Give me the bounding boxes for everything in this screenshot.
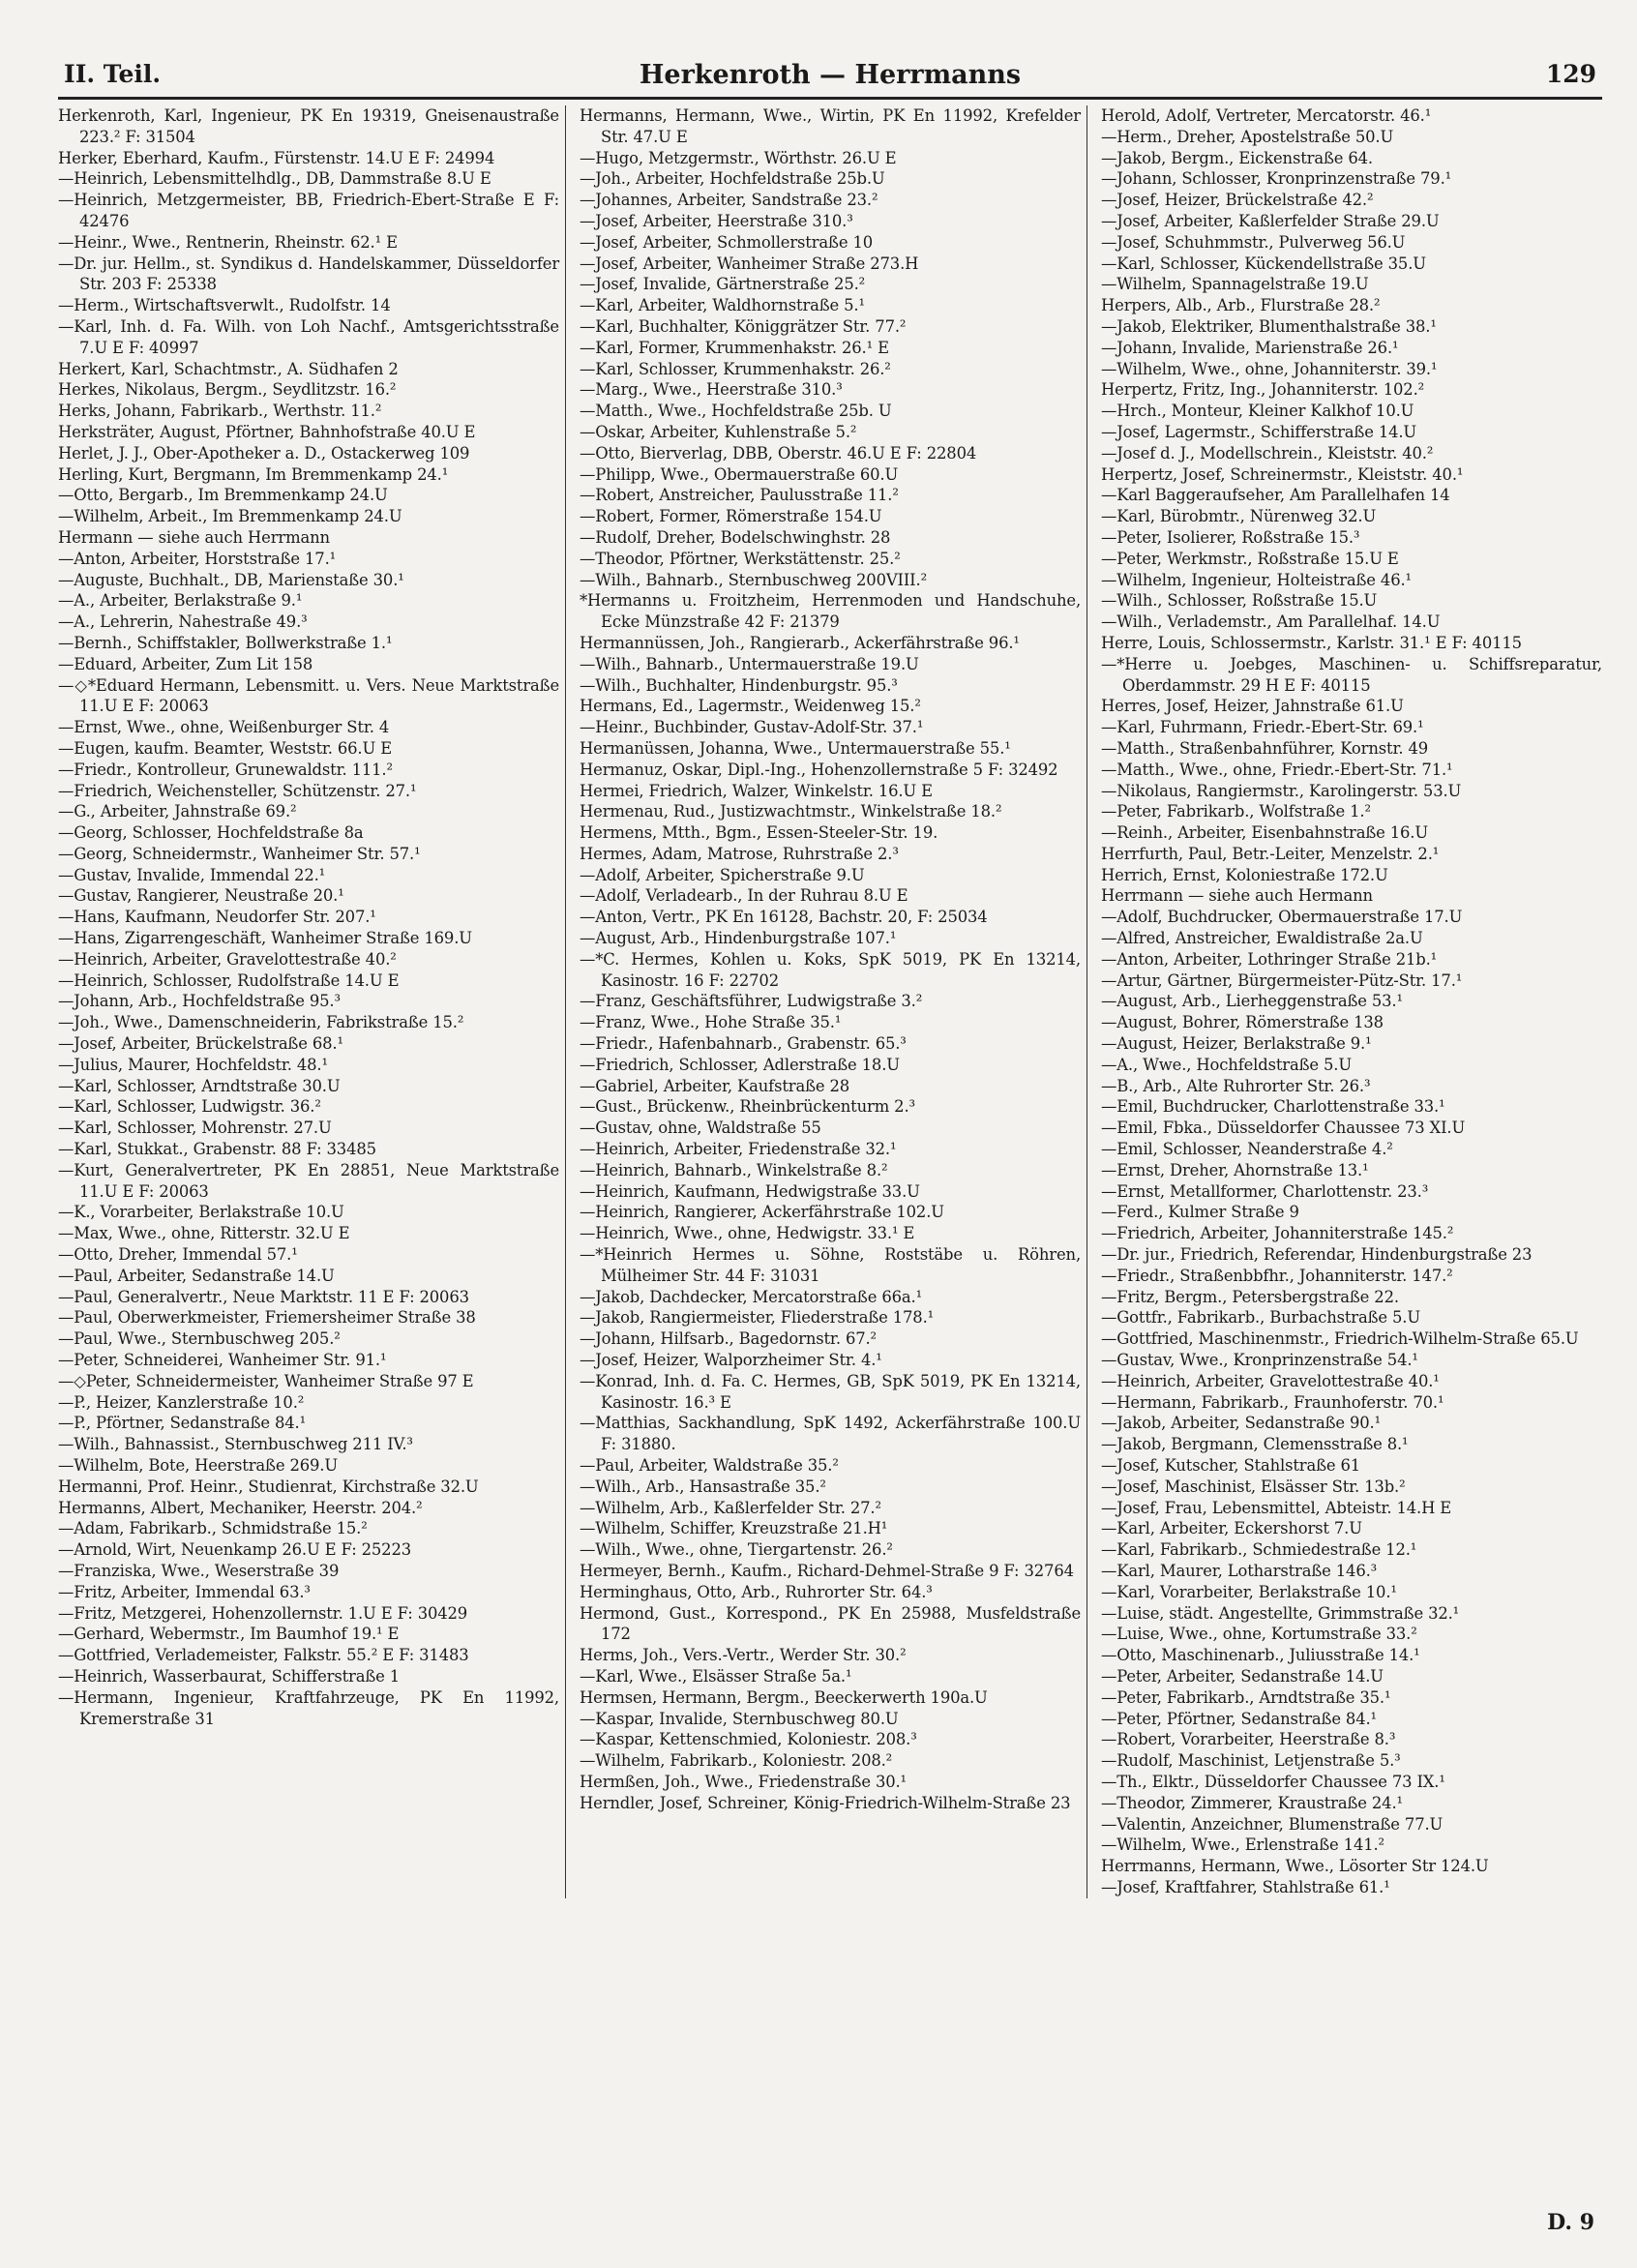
directory-entry: —Josef, Kraftfahrer, Stahlstraße 61.¹ [1101,1877,1390,1896]
directory-entry: —Heinrich, Arbeiter, Friedenstraße 32.¹ [580,1140,897,1159]
directory-entry: —Heinrich, Kaufmann, Hedwigstraße 33.U [580,1181,920,1201]
directory-entry: Herold, Adolf, Vertreter, Mercatorstr. 46.¹ [1101,106,1432,125]
directory-entry: Herrfurth, Paul, Betr.-Leiter, Menzelstr. 2.¹ [1101,844,1440,863]
directory-entry: Hermannüssen, Joh., Rangierarb., Ackerfährstraße 96.¹ [580,633,1020,652]
directory-entry: —◇*Eduard Hermann, Lebensmitt. u. Vers. Neue Marktstraße 11.U E F: 20063 [58,675,559,716]
directory-entry: —Kurt, Generalvertreter, PK En 28851, Neue Marktstraße 11.U E F: 20063 [58,1160,559,1201]
directory-entry: —Franziska, Wwe., Weserstraße 39 [58,1561,340,1580]
running-title: Herkenroth — Herrmanns [639,60,1022,90]
directory-entry: Hermanns, Albert, Mechaniker, Heerstr. 204.² [58,1498,423,1517]
directory-entry: —Luise, Wwe., ohne, Kortumstraße 33.² [1101,1625,1417,1644]
directory-entry: —Peter, Schneiderei, Wanheimer Str. 91.¹ [58,1351,387,1370]
directory-entry: —Matthias, Sackhandlung, SpK 1492, Ackerfährstraße 100.U F: 31880. [580,1414,1081,1454]
directory-entry: —Gerhard, Webermstr., Im Baumhof 19.¹ E [58,1625,400,1644]
directory-entry: Herres, Josef, Heizer, Jahnstraße 61.U [1101,697,1404,716]
directory-entry: —Dr. jur. Hellm., st. Syndikus d. Handelskammer, Düsseldorfer Str. 203 F: 25338 [58,254,559,294]
directory-entry: —Fritz, Metzgerei, Hohenzollernstr. 1.U E F: 30429 [58,1603,468,1623]
column-3 [1101,105,1602,1898]
directory-entry: —Gustav, ohne, Waldstraße 55 [580,1119,821,1138]
directory-entry: —A., Lehrerin, Nahestraße 49.³ [58,612,308,632]
directory-entry: —Herm., Dreher, Apostelstraße 50.U [1101,127,1394,146]
directory-entry: —Gustav, Wwe., Kronprinzenstraße 54.¹ [1101,1351,1418,1370]
directory-entry: Herpers, Alb., Arb., Flurstraße 28.² [1101,296,1381,315]
directory-entry: —Peter, Werkmstr., Roßstraße 15.U E [1101,549,1399,568]
directory-entry: —Karl, Schlosser, Krummenhakstr. 26.² [580,359,891,378]
directory-entry: Herminghaus, Otto, Arb., Ruhrorter Str. 64.³ [580,1582,933,1601]
page-header [58,58,1602,100]
directory-entry: Herndler, Josef, Schreiner, König-Friedrich-Wilhelm-Straße 23 [580,1793,1071,1812]
directory-entry: —Max, Wwe., ohne, Ritterstr. 32.U E [58,1224,350,1243]
directory-entry: —Wilh., Bahnarb., Sternbuschweg 200VIII.² [580,570,927,589]
directory-entry: Hermei, Friedrich, Walzer, Winkelstr. 16.U E [580,781,933,800]
directory-entry: —A., Arbeiter, Berlakstraße 9.¹ [58,591,303,611]
directory-entry: —Paul, Wwe., Sternbuschweg 205.² [58,1329,341,1349]
directory-entry: —Matth., Wwe., Hochfeldstraße 25b. U [580,402,892,421]
directory-entry: —Eugen, kaufm. Beamter, Weststr. 66.U E [58,738,393,758]
directory-entry: —Adam, Fabrikarb., Schmidstraße 15.² [58,1519,368,1538]
directory-entry: —Paul, Arbeiter, Sedanstraße 14.U [58,1266,335,1285]
directory-entry: —Friedr., Kontrolleur, Grunewaldstr. 111.² [58,760,393,779]
directory-entry: Herrich, Ernst, Koloniestraße 172.U [1101,865,1388,884]
directory-entry: —August, Arb., Hindenburgstraße 107.¹ [580,929,897,948]
directory-entry: —Jakob, Bergm., Eickenstraße 64. [1101,148,1373,167]
directory-entry: —Josef, Arbeiter, Kaßlerfelder Straße 29.U [1101,211,1440,230]
directory-entry: —Wilhelm, Bote, Heerstraße 269.U [58,1456,339,1475]
directory-entry: —Reinh., Arbeiter, Eisenbahnstraße 16.U [1101,823,1429,843]
directory-entry: —Wilh., Bahnassist., Sternbuschweg 211 IV.³ [58,1435,413,1454]
directory-entry: —Gustav, Rangierer, Neustraße 20.¹ [58,886,344,906]
directory-entry: Hermanni, Prof. Heinr., Studienrat, Kirchstraße 32.U [58,1477,479,1496]
directory-entry: —*Heinrich Hermes u. Söhne, Roststäbe u. Röhren, Mülheimer Str. 44 F: 31031 [580,1245,1081,1285]
directory-entry: —P., Heizer, Kanzlerstraße 10.² [58,1392,305,1412]
directory-entry: —Heinr., Wwe., Rentnerin, Rheinstr. 62.¹ E [58,232,398,252]
directory-entry: —Friedrich, Weichensteller, Schützenstr. 27.¹ [58,781,417,800]
column-2 [580,105,1087,1898]
directory-entry: Hermann — siehe auch Herrmann [58,527,330,547]
directory-entry: —Heinrich, Lebensmittelhdlg., DB, Dammstraße 8.U E [58,169,491,189]
directory-entry: —Karl, Fuhrmann, Friedr.-Ebert-Str. 69.¹ [1101,718,1424,737]
directory-entry: —Rudolf, Dreher, Bodelschwinghstr. 28 [580,527,891,547]
directory-entry: —Otto, Bergarb., Im Bremmenkamp 24.U [58,486,388,505]
directory-entry: —Friedrich, Schlosser, Adlerstraße 18.U [580,1055,900,1074]
directory-entry: —Georg, Schlosser, Hochfeldstraße 8a [58,823,364,843]
directory-entry: —Ernst, Wwe., ohne, Weißenburger Str. 4 [58,718,390,737]
directory-entry: —Jakob, Arbeiter, Sedanstraße 90.¹ [1101,1414,1382,1433]
directory-entry: —Gottfr., Fabrikarb., Burbachstraße 5.U [1101,1308,1421,1328]
directory-entry: —Hermann, Fabrikarb., Fraunhoferstr. 70.¹ [1101,1392,1444,1412]
directory-entry: —Karl, Schlosser, Ludwigstr. 36.² [58,1097,321,1117]
directory-entry: —Jakob, Elektriker, Blumenthalstraße 38.¹ [1101,316,1437,336]
directory-entry: —Karl, Wwe., Elsässer Straße 5a.¹ [580,1666,852,1686]
directory-entry: —Georg, Schneidermstr., Wanheimer Str. 57.¹ [58,844,421,863]
directory-entry: —Peter, Fabrikarb., Arndtstraße 35.¹ [1101,1687,1391,1707]
directory-entry: Hermanuz, Oskar, Dipl.-Ing., Hohenzollernstraße 5 F: 32492 [580,760,1058,779]
directory-entry: —Paul, Generalvertr., Neue Marktstr. 11 E F: 20063 [58,1287,469,1306]
directory-entry: —Kaspar, Kettenschmied, Koloniestr. 208.³ [580,1730,917,1749]
directory-entry: —Friedr., Straßenbbfhr., Johanniterstr. 147.² [1101,1266,1453,1285]
directory-entry: —Wilh., Wwe., ohne, Tiergartenstr. 26.² [580,1540,893,1560]
directory-entry: —Josef, Invalide, Gärtnerstraße 25.² [580,275,866,294]
directory-entry: Hermes, Adam, Matrose, Ruhrstraße 2.³ [580,844,899,863]
directory-entry: —Nikolaus, Rangiermstr., Karolingerstr. 53.U [1101,781,1462,800]
directory-entry: —Johann, Hilfsarb., Bagedornstr. 67.² [580,1329,877,1349]
directory-entry: Herpertz, Fritz, Ing., Johanniterstr. 102.² [1101,380,1425,400]
directory-entry: —Karl, Fabrikarb., Schmiedestraße 12.¹ [1101,1540,1417,1560]
directory-entry: —Karl, Arbeiter, Eckershorst 7.U [1101,1519,1362,1538]
directory-entry: —Hans, Zigarrengeschäft, Wanheimer Straße 169.U [58,929,472,948]
column-1 [58,105,566,1898]
directory-entry: —Heinrich, Rangierer, Ackerfährstraße 102.U [580,1203,944,1222]
directory-entry: —Karl, Maurer, Lotharstraße 146.³ [1101,1561,1378,1580]
directory-entry: —Peter, Fabrikarb., Wolfstraße 1.² [1101,802,1371,821]
directory-entry: —Wilhelm, Schiffer, Kreuzstraße 21.H¹ [580,1519,888,1538]
directory-entry: —Johann, Invalide, Marienstraße 26.¹ [1101,338,1399,357]
directory-entry: —Marg., Wwe., Heerstraße 310.³ [580,380,843,400]
directory-entry: —Ernst, Metallformer, Charlottenstr. 23.³ [1101,1181,1429,1201]
section-label: II. Teil. [64,60,162,88]
directory-entry: —Josef, Heizer, Brückelstraße 42.² [1101,191,1374,210]
directory-entry: —Karl, Schlosser, Arndtstraße 30.U [58,1076,341,1095]
directory-entry: —Emil, Buchdrucker, Charlottenstraße 33.¹ [1101,1097,1445,1117]
sheet-signature: D. 9 [1547,2210,1594,2235]
directory-entry: —Emil, Fbka., Düsseldorfer Chaussee 73 XI.U [1101,1119,1466,1138]
directory-entry: —August, Heizer, Berlakstraße 9.¹ [1101,1034,1372,1054]
directory-entry: —Heinrich, Wasserbaurat, Schifferstraße 1 [58,1666,401,1686]
directory-entry: —Karl, Arbeiter, Waldhornstraße 5.¹ [580,296,865,315]
directory-entry: —Auguste, Buchhalt., DB, Marienstaße 30.¹ [58,570,404,589]
directory-entry: —Robert, Anstreicher, Paulusstraße 11.² [580,486,899,505]
directory-entry: —Paul, Oberwerkmeister, Friemersheimer Straße 38 [58,1308,476,1328]
directory-entry: Hermenau, Rud., Justizwachtmstr., Winkelstraße 18.² [580,802,1002,821]
directory-entry: —Karl, Stukkat., Grabenstr. 88 F: 33485 [58,1140,376,1159]
directory-entry: —Josef, Arbeiter, Wanheimer Straße 273.H [580,254,919,273]
directory-entry: —Wilh., Schlosser, Roßstraße 15.U [1101,591,1378,611]
directory-entry: —Julius, Maurer, Hochfeldstr. 48.¹ [58,1055,328,1074]
directory-entry: —Josef d. J., Modellschrein., Kleiststr. 40.² [1101,443,1434,463]
directory-entry: —K., Vorarbeiter, Berlakstraße 10.U [58,1203,344,1222]
directory-entry: Herpertz, Josef, Schreinermstr., Kleiststr. 40.¹ [1101,464,1464,484]
directory-entry: —Gottfried, Maschinenmstr., Friedrich-Wilhelm-Straße 65.U [1101,1329,1579,1349]
directory-entry: —Otto, Maschinenarb., Juliusstraße 14.¹ [1101,1646,1420,1665]
directory-entry: —Joh., Wwe., Damenschneiderin, Fabrikstraße 15.² [58,1013,464,1032]
directory-entry: —Matth., Wwe., ohne, Friedr.-Ebert-Str. 71.¹ [1101,760,1453,779]
directory-entry: —Robert, Former, Römerstraße 154.U [580,507,882,526]
directory-entry: —Josef, Schuhmmstr., Pulverweg 56.U [1101,232,1406,252]
directory-entry: —Matth., Straßenbahnführer, Kornstr. 49 [1101,738,1428,758]
directory-entry: —Valentin, Anzeichner, Blumenstraße 77.U [1101,1814,1444,1834]
directory-entry: —Josef, Arbeiter, Brückelstraße 68.¹ [58,1034,343,1054]
directory-entry: Herksträter, August, Pförtner, Bahnhofstraße 40.U E [58,422,476,441]
directory-entry: —Theodor, Zimmerer, Kraustraße 24.¹ [1101,1793,1403,1812]
directory-entry: —Arnold, Wirt, Neuenkamp 26.U E F: 25223 [58,1540,412,1560]
directory-entry: —A., Wwe., Hochfeldstraße 5.U [1101,1055,1353,1074]
directory-entry: —Gottfried, Verlademeister, Falkstr. 55.² E F: 31483 [58,1646,469,1665]
directory-entry: —Emil, Schlosser, Neanderstraße 4.² [1101,1140,1393,1159]
directory-entry: —Karl, Inh. d. Fa. Wilh. von Loh Nachf., Amtsgerichtsstraße 7.U E F: 40997 [58,316,559,357]
directory-entry: Herlet, J. J., Ober-Apotheker a. D., Ostackerweg 109 [58,443,470,463]
directory-entry: —Hermann, Ingenieur, Kraftfahrzeuge, PK En 11992, Kremerstraße 31 [58,1687,559,1728]
directory-entry: —Otto, Dreher, Immendal 57.¹ [58,1245,298,1265]
directory-entry: Herks, Johann, Fabrikarb., Werthstr. 11.² [58,402,382,421]
directory-entry: —Robert, Vorarbeiter, Heerstraße 8.³ [1101,1730,1396,1749]
directory-entry: —Wilh., Bahnarb., Untermauerstraße 19.U [580,654,919,673]
directory-entry: —Josef, Frau, Lebensmittel, Abteistr. 14.H E [1101,1498,1452,1517]
directory-entry: —Johannes, Arbeiter, Sandstraße 23.² [580,191,878,210]
directory-entry: —Jakob, Rangiermeister, Fliederstraße 178.¹ [580,1308,935,1328]
directory-entry: —Kaspar, Invalide, Sternbuschweg 80.U [580,1709,899,1728]
directory-entry: Hermanüssen, Johanna, Wwe., Untermauerstraße 55.¹ [580,738,1011,758]
directory-entry: —Fritz, Arbeiter, Immendal 63.³ [58,1582,311,1601]
directory-entry: —Anton, Arbeiter, Horststraße 17.¹ [58,549,337,568]
columns [58,105,1602,1898]
directory-entry: —Anton, Vertr., PK En 16128, Bachstr. 20, F: 25034 [580,908,988,927]
directory-entry: —Wilhelm, Fabrikarb., Koloniestr. 208.² [580,1751,893,1771]
directory-entry: Hermans, Ed., Lagermstr., Weidenweg 15.² [580,697,921,716]
directory-entry: —Hans, Kaufmann, Neudorfer Str. 207.¹ [58,908,376,927]
directory-entry: —Peter, Arbeiter, Sedanstraße 14.U [1101,1666,1384,1686]
directory-entry: Hermßen, Joh., Wwe., Friedenstraße 30.¹ [580,1772,907,1791]
directory-entry: —Wilhelm, Ingenieur, Holteistraße 46.¹ [1101,570,1412,589]
directory-entry: —Ferd., Kulmer Straße 9 [1101,1203,1299,1222]
directory-entry: —Theodor, Pförtner, Werkstättenstr. 25.² [580,549,901,568]
directory-entry: —Josef, Arbeiter, Schmollerstraße 10 [580,232,874,252]
directory-entry: —Heinrich, Arbeiter, Gravelottestraße 40.² [58,949,397,969]
directory-entry: —Johann, Schlosser, Kronprinzenstraße 79.¹ [1101,169,1452,189]
directory-entry: —B., Arb., Alte Ruhrorter Str. 26.³ [1101,1076,1371,1095]
directory-entry: Hermsen, Hermann, Bergm., Beeckerwerth 190a.U [580,1687,988,1707]
directory-entry: Herkenroth, Karl, Ingenieur, PK En 19319, Gneisenaustraße 223.² F: 31504 [58,106,559,146]
directory-entry: —Bernh., Schiffstakler, Bollwerkstraße 1.¹ [58,633,393,652]
directory-entry: Herkert, Karl, Schachtmstr., A. Südhafen 2 [58,359,399,378]
directory-entry: —Peter, Pförtner, Sedanstraße 84.¹ [1101,1709,1377,1728]
directory-entry: —Oskar, Arbeiter, Kuhlenstraße 5.² [580,422,857,441]
directory-entry: —Karl, Vorarbeiter, Berlakstraße 10.¹ [1101,1582,1397,1601]
directory-entry: —August, Arb., Lierheggenstraße 53.¹ [1101,992,1403,1011]
directory-entry: Hermens, Mtth., Bgm., Essen-Steeler-Str. 19. [580,823,938,843]
directory-entry: —Jakob, Bergmann, Clemensstraße 8.¹ [1101,1435,1409,1454]
directory-entry: —Herm., Wirtschaftsverwlt., Rudolfstr. 14 [58,296,391,315]
directory-entry: Herkes, Nikolaus, Bergm., Seydlitzstr. 16.² [58,380,397,400]
directory-entry: Hermanns, Hermann, Wwe., Wirtin, PK En 11992, Krefelder Str. 47.U E [580,106,1081,146]
directory-entry: —Wilhelm, Wwe., Erlenstraße 141.² [1101,1835,1384,1855]
directory-entry: —Anton, Arbeiter, Lothringer Straße 21b.¹ [1101,949,1438,969]
directory-entry: —Josef, Lagermstr., Schifferstraße 14.U [1101,422,1417,441]
directory-entry: —Josef, Arbeiter, Heerstraße 310.³ [580,211,853,230]
directory-entry: —Konrad, Inh. d. Fa. C. Hermes, GB, SpK 5019, PK En 13214, Kasinostr. 16.³ E [580,1371,1081,1412]
directory-entry: —Peter, Isolierer, Roßstraße 15.³ [1101,527,1360,547]
directory-entry: —Wilhelm, Arbeit., Im Bremmenkamp 24.U [58,507,402,526]
directory-entry: —Wilh., Buchhalter, Hindenburgstr. 95.³ [580,675,898,695]
directory-entry: —Josef, Kutscher, Stahlstraße 61 [1101,1456,1361,1475]
directory-entry: —Dr. jur., Friedrich, Referendar, Hindenburgstraße 23 [1101,1245,1533,1265]
directory-entry: —August, Bohrer, Römerstraße 138 [1101,1013,1384,1032]
directory-entry: Hermeyer, Bernh., Kaufm., Richard-Dehmel-Straße 9 F: 32764 [580,1561,1074,1580]
directory-entry: —Hrch., Monteur, Kleiner Kalkhof 10.U [1101,402,1414,421]
directory-entry: —Paul, Arbeiter, Waldstraße 35.² [580,1456,839,1475]
directory-entry: —Josef, Heizer, Walporzheimer Str. 4.¹ [580,1351,882,1370]
directory-entry: —Heinrich, Wwe., ohne, Hedwigstr. 33.¹ E [580,1224,915,1243]
directory-entry: —Johann, Arb., Hochfeldstraße 95.³ [58,992,341,1011]
directory-entry: —Wilhelm, Spannagelstraße 19.U [1101,275,1369,294]
directory-entry: —Otto, Bierverlag, DBB, Oberstr. 46.U E F: 22804 [580,443,977,463]
directory-entry: —Wilh., Arb., Hansastraße 35.² [580,1477,826,1496]
directory-entry: —Adolf, Arbeiter, Spicherstraße 9.U [580,865,865,884]
directory-entry: —Heinrich, Bahnarb., Winkelstraße 8.² [580,1160,888,1179]
directory-entry: —Heinrich, Metzgermeister, BB, Friedrich-Ebert-Straße E F: 42476 [58,191,559,230]
directory-entry: —*C. Hermes, Kohlen u. Koks, SpK 5019, PK En 13214, Kasinostr. 16 F: 22702 [580,949,1081,990]
directory-entry: —Gustav, Invalide, Immendal 22.¹ [58,865,326,884]
directory-entry: —Gust., Brückenw., Rheinbrückenturm 2.³ [580,1097,915,1117]
directory-entry: *Hermanns u. Froitzheim, Herrenmoden und Handschuhe, Ecke Münzstraße 42 F: 21379 [580,591,1081,632]
directory-entry: —Heinr., Buchbinder, Gustav-Adolf-Str. 37.¹ [580,718,924,737]
directory-entry: —Jakob, Dachdecker, Mercatorstraße 66a.¹ [580,1287,922,1306]
directory-entry: —G., Arbeiter, Jahnstraße 69.² [58,802,297,821]
directory-entry: —Hugo, Metzgermstr., Wörthstr. 26.U E [580,148,897,167]
directory-entry: —*Herre u. Joebges, Maschinen- u. Schiffsreparatur, Oberdammstr. 29 H E F: 40115 [1101,654,1602,695]
directory-entry: —Josef, Maschinist, Elsässer Str. 13b.² [1101,1477,1406,1496]
directory-entry: Herker, Eberhard, Kaufm., Fürstenstr. 14.U E F: 24994 [58,148,495,167]
directory-entry: —Th., Elktr., Düsseldorfer Chaussee 73 IX.¹ [1101,1772,1445,1791]
directory-entry: —Heinrich, Schlosser, Rudolfstraße 14.U E [58,970,400,990]
directory-entry: —Fritz, Bergm., Petersbergstraße 22. [1101,1287,1399,1306]
directory-entry: —Philipp, Wwe., Obermauerstraße 60.U [580,464,899,484]
directory-entry: —Friedrich, Arbeiter, Johanniterstraße 145.² [1101,1224,1454,1243]
directory-entry: —Eduard, Arbeiter, Zum Lit 158 [58,654,313,673]
directory-entry: —Friedr., Hafenbahnarb., Grabenstr. 65.³ [580,1034,907,1054]
directory-entry: Herre, Louis, Schlossermstr., Karlstr. 31.¹ E F: 40115 [1101,633,1522,652]
directory-entry: —Franz, Wwe., Hohe Straße 35.¹ [580,1013,842,1032]
directory-entry: —Karl, Buchhalter, Königgrätzer Str. 77.² [580,316,907,336]
directory-entry: —Karl Baggeraufseher, Am Parallelhafen 14 [1101,486,1450,505]
directory-entry: —Heinrich, Arbeiter, Gravelottestraße 40.¹ [1101,1371,1440,1390]
directory-entry: —Gabriel, Arbeiter, Kaufstraße 28 [580,1076,850,1095]
directory-entry: —Karl, Schlosser, Mohrenstr. 27.U [58,1119,332,1138]
directory-entry: Herling, Kurt, Bergmann, Im Bremmenkamp 24.¹ [58,464,449,484]
directory-entry: Herrmann — siehe auch Hermann [1101,886,1373,906]
directory-entry: —Wilhelm, Wwe., ohne, Johanniterstr. 39.¹ [1101,359,1438,378]
page-number: 129 [1545,60,1596,88]
directory-entry: —Luise, städt. Angestellte, Grimmstraße 32.¹ [1101,1603,1460,1623]
directory-entry: —Ernst, Dreher, Ahornstraße 13.¹ [1101,1160,1369,1179]
directory-entry: —P., Pförtner, Sedanstraße 84.¹ [58,1414,307,1433]
directory-entry: Hermond, Gust., Korrespond., PK En 25988, Musfeldstraße 172 [580,1603,1081,1644]
directory-entry: —Joh., Arbeiter, Hochfeldstraße 25b.U [580,169,885,189]
directory-entry: —Adolf, Buchdrucker, Obermauerstraße 17.U [1101,908,1463,927]
directory-entry: Herrmanns, Hermann, Wwe., Lösorter Str 124.U [1101,1857,1489,1876]
directory-entry: —Wilhelm, Arb., Kaßlerfelder Str. 27.² [580,1498,881,1517]
directory-entry: —Karl, Former, Krummenhakstr. 26.¹ E [580,338,889,357]
directory-entry: —Rudolf, Maschinist, Letjenstraße 5.³ [1101,1751,1401,1771]
directory-entry: —Adolf, Verladearb., In der Ruhrau 8.U E [580,886,908,906]
directory-entry: Herms, Joh., Vers.-Vertr., Werder Str. 30.² [580,1646,907,1665]
directory-entry: —Karl, Bürobmtr., Nürenweg 32.U [1101,507,1377,526]
directory-entry: —Wilh., Verlademstr., Am Parallelhaf. 14.U [1101,612,1441,632]
directory-entry: —Franz, Geschäftsführer, Ludwigstraße 3.² [580,992,923,1011]
directory-entry: —◇Peter, Schneidermeister, Wanheimer Straße 97 E [58,1371,474,1390]
directory-entry: —Alfred, Anstreicher, Ewaldistraße 2a.U [1101,929,1423,948]
directory-entry: —Karl, Schlosser, Kückendellstraße 35.U [1101,254,1426,273]
directory-entry: —Artur, Gärtner, Bürgermeister-Pütz-Str. 17.¹ [1101,970,1463,990]
